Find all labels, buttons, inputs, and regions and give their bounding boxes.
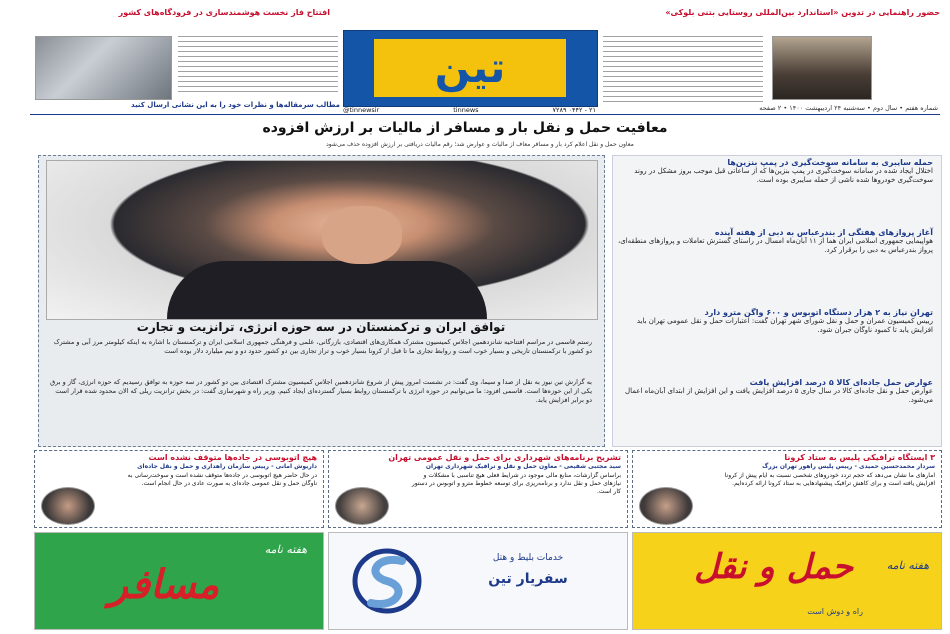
masthead-contact-row [343, 106, 596, 114]
top-left-caption: مطالب سرمقاله‌ها و نظرات خود را به این نشانی ارسال کنید [131, 101, 340, 109]
ad-haml-o-naql[interactable] [632, 532, 942, 630]
right-item-body: رییس کمیسیون عمران و حمل و نقل شورای شهر تهران گفت: اعتبارات حمل و نقل عمومی تهران باید افزایش یابد تا کمبود ناوگان جبران شود. [636, 317, 933, 334]
ad-name: سفریار تین [488, 571, 568, 587]
right-item-4 [618, 378, 933, 443]
top-right-text [603, 36, 763, 102]
photo-story-headline: توافق ایران و ترکمنستان در سه حوزه انرژی، ترانزیت و تجارت [136, 320, 506, 334]
right-item-title: تهران نیاز به ۲ هزار دستگاه اتوبوس و ۶۰۰ واگن مترو دارد [704, 308, 933, 317]
masthead-logo: تین [434, 43, 506, 92]
right-item-body: هواپیمایی جمهوری اسلامی ایران هما از ۱۱ آبان‌ماه امسال در راستای گسترش تعاملات و پروازهای منطقه‌ای، پرواز بندرعباس به دبی را برقرار کرد. [618, 237, 933, 254]
ad-name: مسافر [108, 561, 220, 608]
right-item-title: آغاز پروازهای هفتگی از بندرعباس به دبی از هفته آینده [714, 228, 933, 237]
bottom-box-middle [328, 450, 628, 528]
main-subline: معاون حمل و نقل اعلام کرد بار و مسافر معاف از مالیات و عوارض شد؛ رقم مالیات دریافتی بر ارزش افزوده حذف می‌شود [326, 141, 634, 148]
airport-photo [35, 36, 172, 100]
ad-name: حمل و نقل [694, 547, 853, 587]
photo-story-body: به گزارش تین نیوز به نقل از صدا و سیما، وی گفت: در نشست امروز پیش از شروع شانزدهمین اجلاس کمیسیون مشترک اقتصادی بین دو کشور در سه حوزه به توافق رسیدیم که حوزه انرژی، گاز و برق یکی از این حوزه‌ها است. قاسمی افزود: ما می‌توانیم در حوزه انرژی با ترکمنستان روابط بسیار گسترده‌ای ایجاد کنیم. وزیر راه و شهرسازی گفت: در بخش ترانزیت ریلی که الان محدود شده قرار است دو برابر افزایش یابد. [50, 378, 592, 404]
ad-tagline: راه و دوش است [807, 607, 863, 616]
top-left-text [178, 36, 338, 94]
bottom-box-title: هیچ اتوبوسی در جاده‌ها متوقف نشده است [148, 453, 317, 462]
right-item-1 [618, 158, 933, 215]
masthead-divider [30, 114, 940, 115]
photo-suit-shape [167, 261, 487, 319]
bottom-box-right [632, 450, 942, 528]
bottom-box-title: ۳ ایستگاه ترافیکی پلیس به ستاد کرونا [784, 453, 935, 462]
right-item-title: حمله سایبری به سامانه سوخت‌گیری در پمپ بنزین‌ها [727, 158, 933, 167]
right-item-body: عوارض حمل و نقل جاده‌ای کالا در سال جاری ۵ درصد افزایش یافت و این افزایش از ابتدای آبان‌ماه اعمال می‌شود. [625, 387, 933, 404]
bottom-box-byline: داریوش امانی - رییس سازمان راهداری و حمل و نقل جاده‌ای [137, 463, 317, 470]
ad-mosafer[interactable] [34, 532, 324, 630]
issue-line: شماره هفتم • سال دوم • سه‌شنبه ۲۴ اردیبهشت ۱۴۰۰ • ۲ صفحه [759, 104, 938, 112]
top-right-headline: حضور راهنمایی در تدوین «استاندارد بین‌المللی روستایی بتنی بلوکی» [665, 8, 940, 17]
bottom-box-portrait [335, 487, 389, 525]
masthead-twitter[interactable]: @tinnewsir [343, 106, 380, 114]
right-item-3 [618, 308, 933, 369]
right-item-2 [618, 228, 933, 289]
bottom-box-portrait [639, 487, 693, 525]
ad-tagline: خدمات بلیط و هتل [492, 553, 564, 563]
photo-story-lead: رستم قاسمی در مراسم افتتاحیه شانزدهمین اجلاس کمیسیون مشترک همکاری‌های اقتصادی، بازرگانی، علمی و فرهنگی جمهوری اسلامی ایران و ترکمنستان با اشاره به اینکه کیلومتر مرز آبی و مشترک دو کشور با ترکمنستان تاریخی و بسیار خوب است و روابط تجاری ما تا قبل از کرونا بسیار خوب و تراز تجاری بین دو کشور حدود دو و نیم میلیارد دلار بوده است [53, 338, 592, 355]
masthead-logo-box [374, 39, 566, 97]
ad-safaryar[interactable] [328, 532, 628, 630]
right-item-title: عوارض حمل جاده‌ای کالا ۵ درصد افزایش یافت [749, 378, 933, 387]
masthead [343, 30, 598, 107]
main-headline: معافیت حمل و نقل بار و مسافر از مالیات بر ارزش افزوده [262, 120, 668, 136]
bottom-box-title: تشریح برنامه‌های شهرداری برای حمل و نقل عمومی تهران [388, 453, 621, 462]
minister-photo [46, 160, 598, 320]
bottom-box-body: براساس گزارشات، منابع مالی موجود در شرایط فعلی هیچ تناسبی با مشکلات و نیازهای حمل و نقل ندارد و برنامه‌ریزی برای توسعه خطوط مترو و اتوبوس در دستور کار است. [411, 472, 621, 495]
bottom-box-byline: سید مجتبی شفیعی - معاون حمل و نقل و ترافیک شهرداری تهران [425, 463, 621, 470]
ad-prefix: هفته نامه [886, 559, 929, 572]
masthead-phone: ۷۲۸۹ ۰۴۴۲ - ۲۱ [552, 106, 596, 114]
right-item-body: اختلال ایجاد شده در سامانه سوخت‌گیری در پمپ بنزین‌ها که از ساعاتی قبل موجب بروز مشکل در روند سوخت‌گیری خودروها شده ناشی از حمله سایبری بوده است. [634, 167, 933, 184]
bottom-box-byline: سردار محمدحسین حمیدی - رییس پلیس راهور تهران بزرگ [762, 463, 935, 470]
masthead-site[interactable]: tinnews [453, 106, 479, 114]
bottom-box-body: در حال حاضر هیچ اتوبوسی در جاده‌ها متوقف نشده است و سوخت‌رسانی به ناوگان حمل و نقل عمومی جاده‌ای به صورت عادی در حال انجام است. [127, 472, 317, 487]
photo-face-shape [322, 206, 402, 264]
bottom-box-body: آمارهای ما نشان می‌دهد که حجم تردد خودروهای شخصی نسبت به ایام پیش از کرونا افزایش یافته است و برای کاهش ترافیک پیشنهادهایی به ستاد کرونا ارائه کرده‌ایم. [724, 472, 935, 487]
top-left-headline: افتتاح فاز نخست هوشمندسازی در فرودگاه‌های کشور [118, 8, 330, 17]
bottom-box-left [34, 450, 324, 528]
official-portrait-photo [772, 36, 872, 100]
ad-prefix: هفته نامه [264, 543, 307, 556]
bottom-box-portrait [41, 487, 95, 525]
safaryar-logo-icon [347, 547, 427, 615]
